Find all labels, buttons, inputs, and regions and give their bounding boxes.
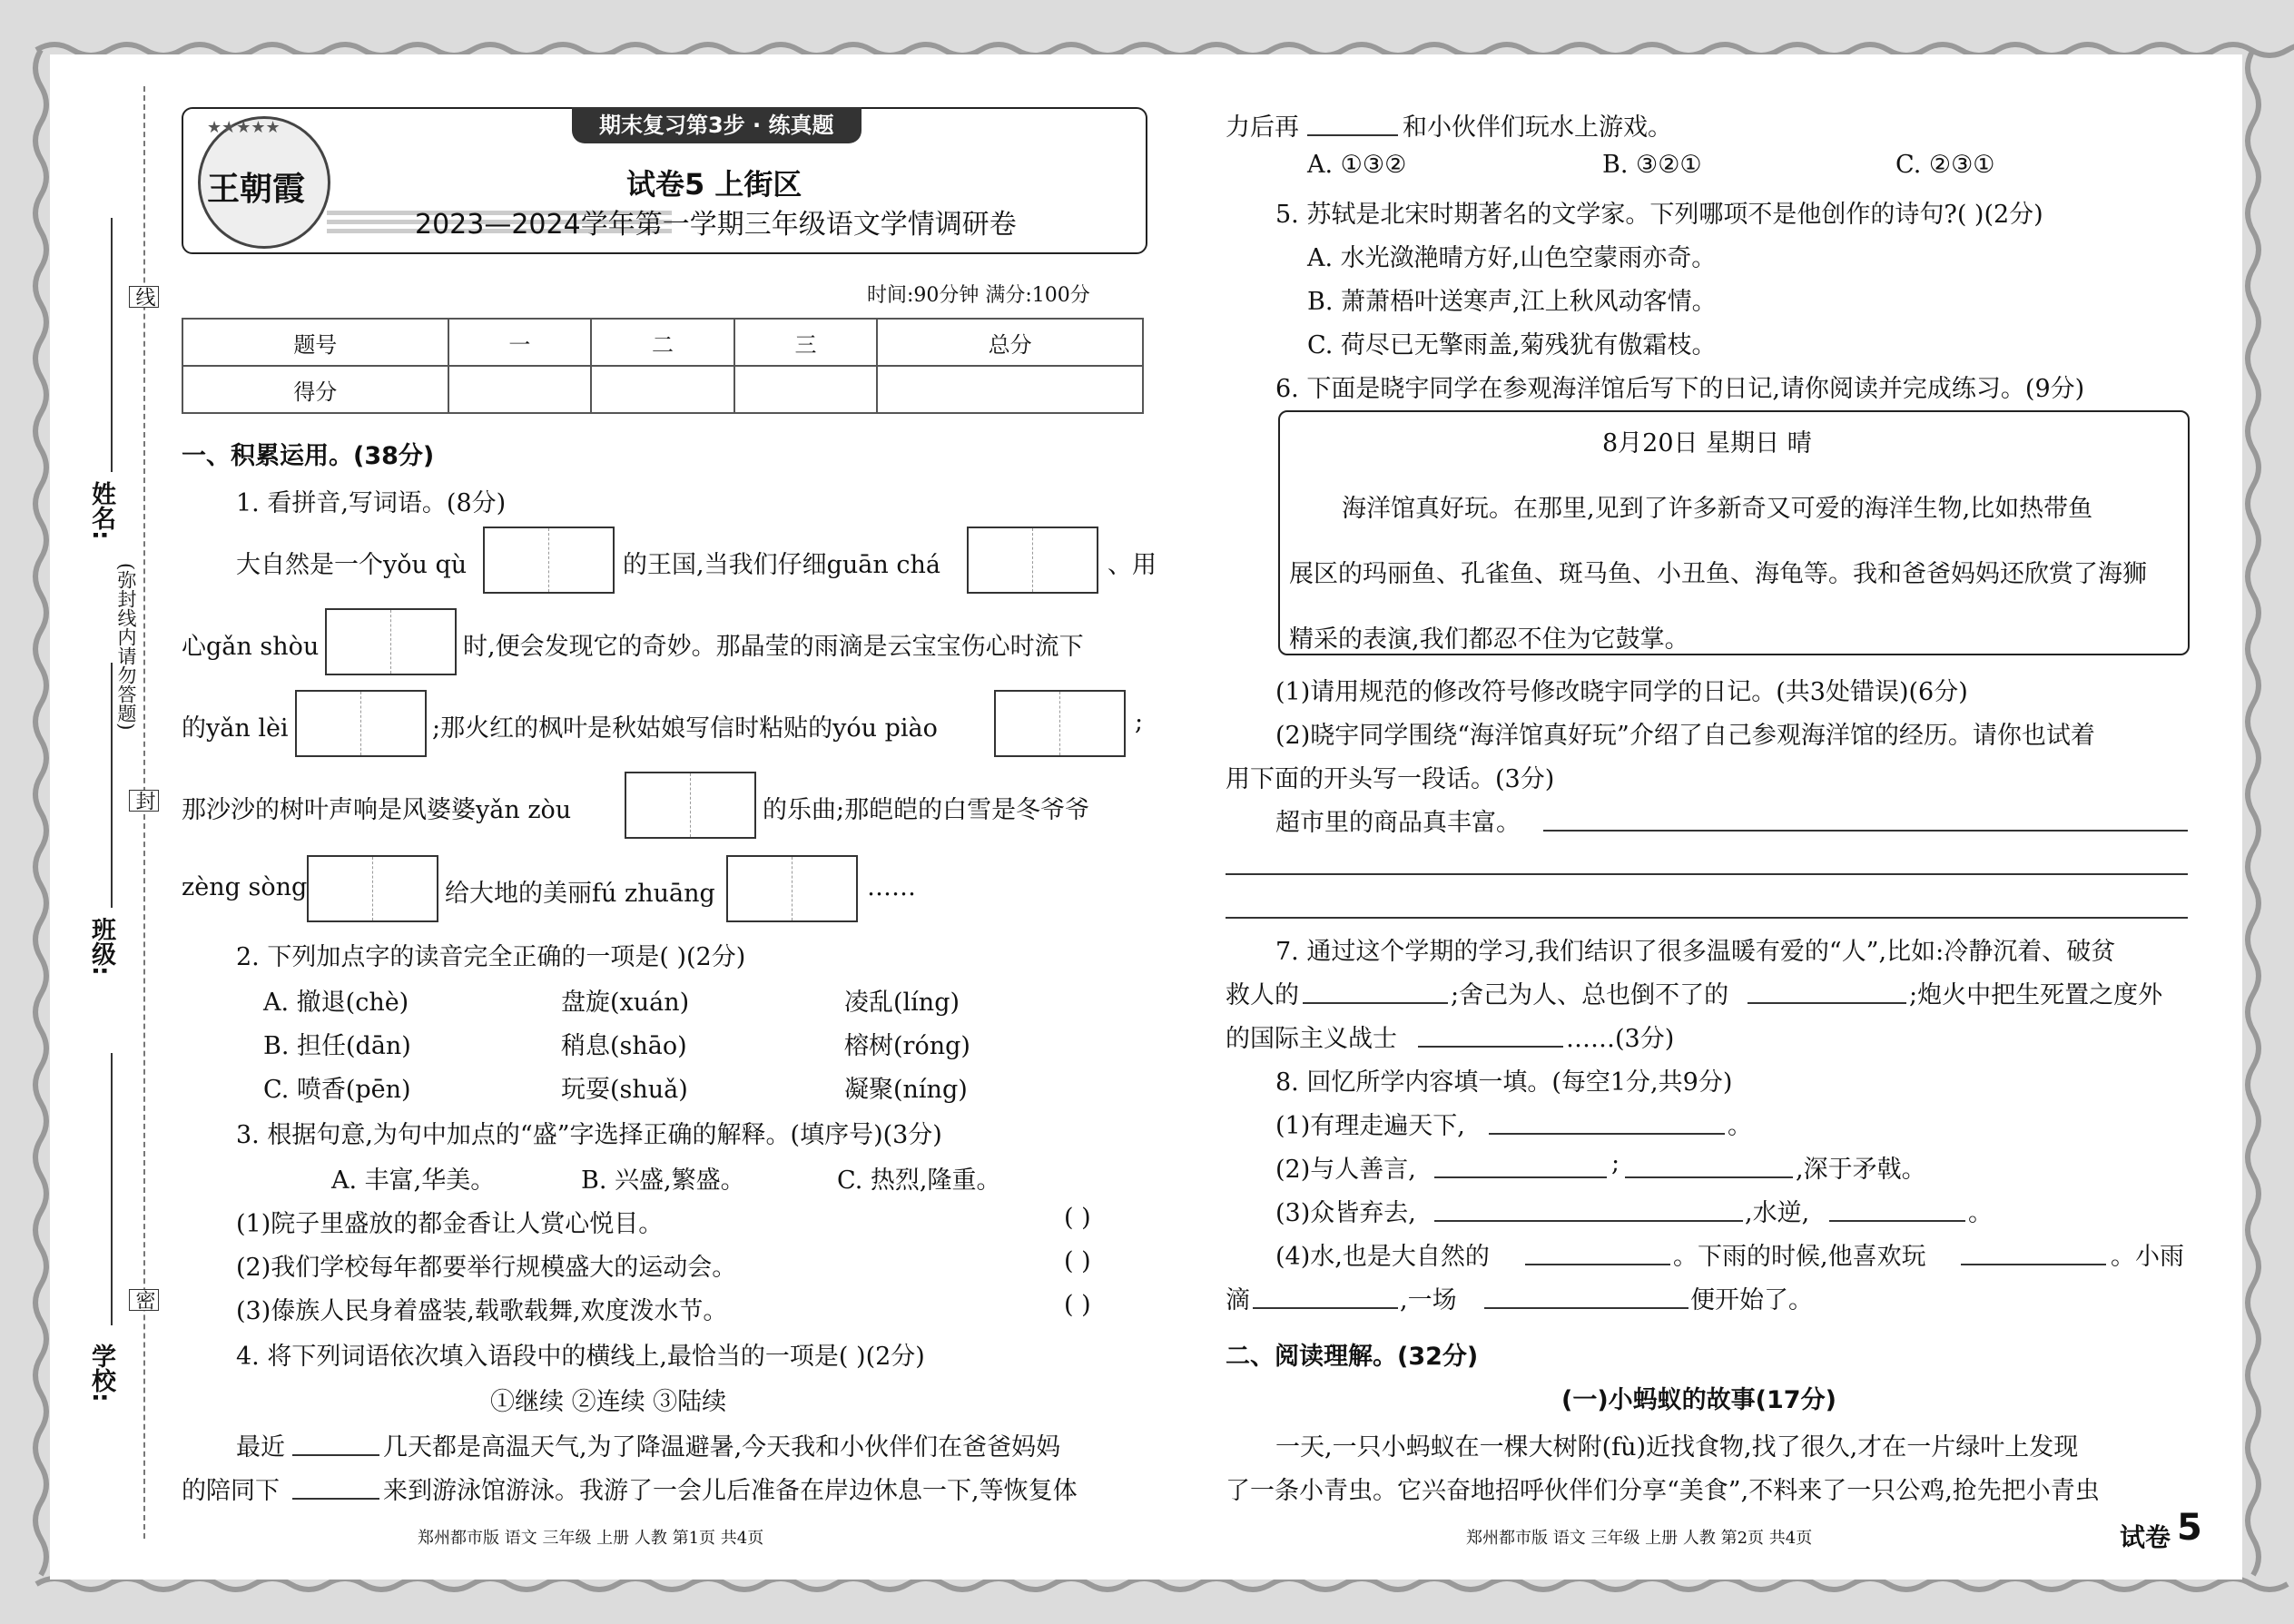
q6-stem: 6. 下面是晓宇同学在参观海洋馆后写下的日记,请你阅读并完成练习。(9分)	[1275, 375, 2085, 403]
q4-blank-3[interactable]	[1307, 134, 1398, 136]
q8-item2-a: (2)与人善言,	[1275, 1156, 1416, 1184]
q8-item3-a: (3)众皆弃去,	[1275, 1199, 1416, 1227]
score-cell[interactable]	[591, 366, 734, 413]
q8-blank[interactable]	[1253, 1307, 1398, 1309]
q6-writing-line-2[interactable]	[1226, 873, 2188, 875]
score-cell[interactable]	[448, 366, 592, 413]
q2-stem: 2. 下列加点字的读音完全正确的一项是( )(2分)	[236, 943, 746, 971]
section1-heading: 一、积累运用。(38分)	[182, 442, 435, 470]
story-line-1: 一天,一只小蚂蚁在一棵大树附(fù)近找食物,找了很久,才在一片绿叶上发现	[1275, 1433, 2079, 1462]
q1-line1-a: 大自然是一个yǒu qù	[236, 551, 468, 579]
paper-subtitle: 2023—2024学年第一学期三年级语文学情调研卷	[415, 209, 1017, 241]
seal-seal-char: 封	[129, 790, 159, 812]
q3-option-c: C. 热烈,隆重。	[837, 1166, 1001, 1195]
q7-line-2b: ;舍己为人、总也倒不了的	[1451, 981, 1729, 1009]
paper-number-label: 试卷	[2120, 1522, 2171, 1552]
q1-answer-grid[interactable]	[625, 772, 756, 839]
q1-line2-b: 时,便会发现它的奇妙。那晶莹的雨滴是云宝宝伤心时流下	[463, 633, 1084, 661]
q8-blank[interactable]	[1961, 1264, 2106, 1265]
q8-item4-b: 。下雨的时候,他喜欢玩	[1673, 1243, 1926, 1271]
q3-item3: (3)傣族人民身着盛装,载歌载舞,欢度泼水节。	[236, 1297, 728, 1325]
q1-line4-b: 的乐曲;那皑皑的白雪是冬爷爷	[763, 796, 1090, 824]
q7-line-3: 的国际主义战士	[1226, 1025, 1397, 1053]
q6-writing-line-3[interactable]	[1226, 917, 2188, 919]
q7-line-2c: ;炮火中把生死置之度外	[1909, 981, 2163, 1009]
q1-answer-grid[interactable]	[325, 608, 457, 675]
diary-line-3: 精采的表演,我们都忍不住为它鼓掌。	[1289, 625, 1689, 654]
q1-line1-b: 的王国,当我们仔细guān chá	[623, 551, 940, 579]
q8-blank[interactable]	[1829, 1220, 1965, 1222]
q1-line4-a: 那沙沙的树叶声响是风婆婆yǎn zòu	[182, 796, 572, 824]
q8-blank[interactable]	[1434, 1220, 1743, 1222]
q5-option-b[interactable]: B. 萧萧梧叶送寒声,江上秋风动客情。	[1307, 288, 1717, 316]
logo-text: 王朝霞	[207, 170, 306, 208]
q4-passage-1a: 最近	[236, 1433, 285, 1462]
story-line-2: 了一条小青虫。它兴奋地招呼伙伴们分享“美食”,不料来了一只公鸡,抢先把小青虫	[1226, 1477, 2100, 1505]
q2-option-b2: 稍息(shāo)	[561, 1032, 687, 1060]
q3-item1: (1)院子里盛放的都金香让人赏心悦目。	[236, 1210, 664, 1238]
score-table-header: 总分	[877, 319, 1143, 366]
q1-line5-a: zèng sòng	[182, 873, 308, 901]
q4-answer-b[interactable]: B. ③②①	[1602, 151, 1702, 179]
q6-part2-b: 用下面的开头写一段话。(3分)	[1226, 765, 1555, 793]
score-table-header: 题号	[182, 319, 448, 366]
score-table-header: 三	[734, 319, 878, 366]
q8-blank[interactable]	[1434, 1176, 1607, 1178]
diary-line-1: 海洋馆真好玩。在那里,见到了许多新奇又可爱的海洋生物,比如热带鱼	[1342, 495, 2093, 523]
margin-name-label: 姓名:	[87, 481, 115, 540]
q4-answer-c[interactable]: C. ②③①	[1895, 151, 1995, 179]
q7-blank-3[interactable]	[1418, 1046, 1563, 1048]
q7-line-2a: 救人的	[1226, 981, 1299, 1009]
paper-title: 试卷5 上街区	[626, 167, 802, 202]
q2-option-c3: 凝聚(níng)	[844, 1076, 968, 1104]
q7-blank-1[interactable]	[1303, 1002, 1448, 1004]
q4-stem: 4. 将下列词语依次填入语段中的横线上,最恰当的一项是( )(2分)	[236, 1343, 925, 1371]
q8-item3-b: ,水逆,	[1745, 1199, 1810, 1227]
q1-answer-grid[interactable]	[295, 690, 427, 757]
q1-line5-b: 给大地的美丽fú zhuāng	[445, 880, 715, 908]
q4-word-options: ①继续 ②连续 ③陆续	[490, 1388, 727, 1416]
logo-stars: ★★★★★	[207, 118, 281, 137]
q6-part2-a: (2)晓宇同学围绕“海洋馆真好玩”介绍了自己参观海洋馆的经历。请你也试着	[1275, 722, 2095, 750]
margin-school-line[interactable]	[111, 1053, 113, 1325]
q4-blank-2[interactable]	[292, 1498, 379, 1500]
q1-line3-b: ;那火红的枫叶是秋姑娘写信时粘贴的yóu piào	[432, 714, 938, 743]
paper-number: 5	[2177, 1507, 2202, 1549]
q5-option-a[interactable]: A. 水光潋滟晴方好,山色空蒙雨亦奇。	[1307, 244, 1717, 272]
q4-passage-3b: 和小伙伴们玩水上游戏。	[1403, 113, 1672, 142]
q2-option-b1[interactable]: B. 担任(dān)	[263, 1032, 411, 1060]
q2-option-b3: 榕树(róng)	[844, 1032, 970, 1060]
q7-line-3b: ……(3分)	[1566, 1025, 1675, 1053]
q4-passage-1b: 几天都是高温天气,为了降温避暑,今天我和小伙伴们在爸爸妈妈	[383, 1433, 1061, 1462]
q3-stem: 3. 根据句意,为句中加点的“盛”字选择正确的解释。(填序号)(3分)	[236, 1121, 942, 1149]
q1-line2-a: 心gǎn shòu	[182, 633, 320, 661]
q5-stem: 5. 苏轼是北宋时期著名的文学家。下列哪项不是他创作的诗句?( )(2分)	[1275, 201, 2043, 229]
time-info: 时间:90分钟 满分:100分	[867, 284, 1090, 307]
score-table	[182, 318, 1144, 414]
q1-line3-a: 的yǎn lèi	[182, 714, 289, 743]
q7-blank-2[interactable]	[1748, 1002, 1906, 1004]
q3-item1-answer[interactable]: ( )	[1064, 1204, 1091, 1232]
q1-answer-grid[interactable]	[994, 690, 1126, 757]
score-row-label: 得分	[182, 366, 448, 413]
q1-answer-grid[interactable]	[307, 855, 438, 922]
q3-option-b: B. 兴盛,繁盛。	[581, 1166, 745, 1195]
score-table-header: 二	[591, 319, 734, 366]
seal-secret-char: 密	[129, 1289, 159, 1311]
q4-passage-3a: 力后再	[1226, 113, 1299, 142]
q2-option-c1[interactable]: C. 喷香(pēn)	[263, 1076, 411, 1104]
q1-answer-grid[interactable]	[967, 527, 1098, 594]
seal-note: (弥封线内请勿答题)	[115, 563, 137, 731]
q3-item2: (2)我们学校每年都要举行规模盛大的运动会。	[236, 1254, 737, 1282]
seal-line-char: 线	[129, 286, 159, 308]
q8-item5-c: 便开始了。	[1690, 1286, 1813, 1314]
q8-blank[interactable]	[1525, 1264, 1670, 1265]
q8-stem: 8. 回忆所学内容填一填。(每空1分,共9分)	[1275, 1068, 1733, 1097]
q3-item2-answer[interactable]: ( )	[1064, 1247, 1091, 1275]
q8-item5-b: ,一场	[1400, 1286, 1457, 1314]
q8-item3-c: 。	[1968, 1199, 1993, 1227]
q1-line3-c: ;	[1135, 708, 1144, 736]
margin-class-line[interactable]	[111, 663, 113, 908]
q3-option-a: A. 丰富,华美。	[331, 1166, 496, 1195]
margin-school-label: 学校:	[87, 1343, 115, 1403]
q1-line5-c: ……	[867, 873, 916, 901]
section2-heading: 二、阅读理解。(32分)	[1226, 1343, 1479, 1371]
diary-line-2: 展区的玛丽鱼、孔雀鱼、斑马鱼、小丑鱼、海龟等。我和爸爸妈妈还欣赏了海狮	[1289, 560, 2147, 588]
q8-item1-b: 。	[1728, 1112, 1752, 1140]
q8-item4-c: 。小雨	[2111, 1243, 2184, 1271]
q4-passage-2a: 的陪同下	[182, 1477, 280, 1505]
review-banner: 期末复习第3步 · 练真题	[572, 107, 861, 143]
q1-answer-grid[interactable]	[483, 527, 615, 594]
q1-answer-grid[interactable]	[726, 855, 858, 922]
story-title: (一)小蚂蚁的故事(17分)	[1561, 1386, 1836, 1414]
q8-item4-a: (4)水,也是大自然的	[1275, 1243, 1490, 1271]
score-table-header: 一	[448, 319, 592, 366]
score-table-header-row	[182, 319, 1143, 366]
q1-stem: 1. 看拼音,写词语。(8分)	[236, 489, 507, 517]
q8-blank[interactable]	[1625, 1176, 1793, 1178]
q2-option-a3: 凌乱(líng)	[844, 989, 960, 1017]
q8-blank[interactable]	[1489, 1133, 1725, 1135]
score-cell[interactable]	[877, 366, 1143, 413]
q2-option-c2: 玩耍(shuǎ)	[561, 1076, 688, 1104]
q2-option-a2: 盘旋(xuán)	[561, 989, 690, 1017]
q8-item2-b: ;	[1611, 1149, 1620, 1177]
q8-item1-a: (1)有理走遍天下,	[1275, 1112, 1465, 1140]
margin-name-line[interactable]	[111, 218, 113, 472]
q8-blank[interactable]	[1484, 1307, 1689, 1309]
q6-opening-sentence: 超市里的商品真丰富。	[1275, 809, 1521, 837]
q4-passage-2b: 来到游泳馆游泳。我游了一会儿后准备在岸边休息一下,等恢复体	[383, 1477, 1078, 1505]
q4-blank-1[interactable]	[292, 1454, 379, 1456]
q2-option-a1[interactable]: A. 撤退(chè)	[263, 989, 409, 1017]
score-table-score-row	[182, 366, 1143, 413]
q4-answer-a[interactable]: A. ①③②	[1307, 151, 1407, 179]
q6-part1: (1)请用规范的修改符号修改晓宇同学的日记。(共3处错误)(6分)	[1275, 678, 1968, 706]
right-footer: 郑州都市版 语文 三年级 上册 人教 第2页 共4页	[1466, 1529, 1813, 1548]
q6-writing-line-1[interactable]	[1543, 830, 2188, 832]
left-footer: 郑州都市版 语文 三年级 上册 人教 第1页 共4页	[418, 1529, 764, 1548]
q1-line1-c: 、用	[1108, 551, 1157, 579]
q8-item2-c: ,深于矛戟。	[1796, 1156, 1926, 1184]
q8-item5-a: 滴	[1226, 1286, 1250, 1314]
q3-item3-answer[interactable]: ( )	[1064, 1291, 1091, 1319]
margin-class-label: 班级:	[87, 917, 115, 976]
q7-line-1: 7. 通过这个学期的学习,我们结识了很多温暖有爱的“人”,比如:冷静沉着、破贫	[1275, 938, 2116, 966]
q5-option-c[interactable]: C. 荷尽已无擎雨盖,菊残犹有傲霜枝。	[1307, 331, 1717, 359]
diary-date: 8月20日 星期日 晴	[1602, 429, 1812, 458]
score-cell[interactable]	[734, 366, 878, 413]
